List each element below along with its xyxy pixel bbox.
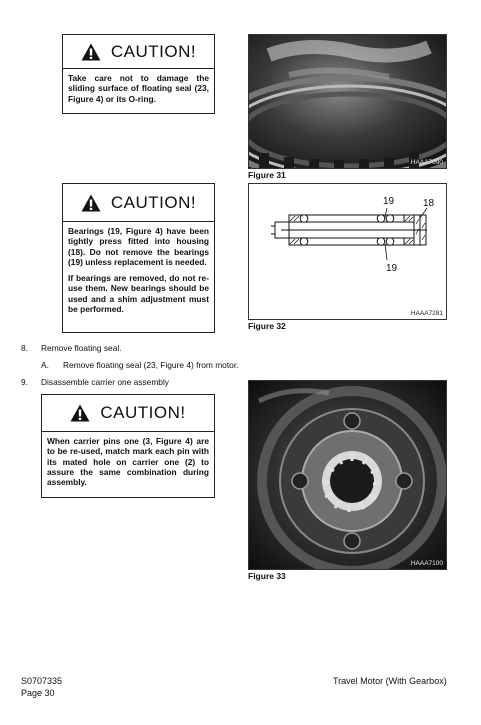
figure-31-tag: HAAA7090: [410, 159, 443, 166]
step-number: 8.: [21, 343, 28, 353]
figure-32-caption: Figure 32: [248, 321, 286, 331]
caution-box-1: [62, 34, 215, 114]
caution-paragraph: Bearings (19, Figure 4) have been tightly press fitted into housing (18). Do not remove the bearings (19) unless replacement is needed.: [68, 226, 209, 267]
step-number: A.: [41, 360, 49, 370]
caution-paragraph: Take care not to damage the sliding surface of floating seal (23, Figure 4) or its O-ring.: [68, 73, 209, 104]
step-8: [21, 343, 321, 355]
caution-title: CAUTION!: [100, 403, 186, 422]
callout-19-bottom: 19: [386, 263, 398, 274]
step-number: 9.: [21, 377, 28, 387]
figure-33-caption: Figure 33: [248, 571, 286, 581]
caution-paragraph: When carrier pins one (3, Figure 4) are to be re-used, match mark each pin with its mated hole on carrier one (2) to assure the same combination during assembly.: [47, 436, 209, 487]
figure-32-tag: HAAA7281: [410, 310, 443, 317]
warning-triangle-icon: [70, 404, 90, 422]
footer-page-number: Page 30: [21, 688, 55, 698]
figure-31-photo: [248, 34, 447, 169]
callout-19-top: 19: [383, 196, 395, 207]
figure-31-caption: Figure 31: [248, 170, 286, 180]
warning-triangle-icon: [81, 194, 101, 212]
caution-box-3: [41, 394, 215, 498]
caution-paragraph: If bearings are removed, do not re-use them. New bearings should be used and a shim adjustment must be performed.: [68, 273, 209, 314]
step-text: Remove floating seal.: [41, 343, 122, 353]
footer-section-title: Travel Motor (With Gearbox): [333, 676, 447, 686]
footer-doc-number: S0707335: [21, 676, 63, 686]
caution-title: CAUTION!: [110, 192, 197, 212]
caution-text: [42, 432, 214, 491]
caution-title: CAUTION!: [110, 41, 197, 61]
carrier-assembly-photo: [249, 381, 446, 569]
figure-32-drawing: [248, 183, 447, 320]
step-8a: [41, 360, 341, 372]
step-text: Disassemble carrier one assembly: [41, 377, 169, 387]
warning-triangle-icon: [81, 43, 101, 61]
bearing-cross-section-diagram: [249, 184, 446, 319]
caution-header: [63, 184, 214, 222]
step-text: Remove floating seal (23, Figure 4) from motor.: [63, 360, 239, 370]
floating-seal-photo: [249, 35, 446, 168]
caution-header: [63, 35, 214, 69]
caution-text: [63, 69, 214, 108]
caution-header: [42, 395, 214, 432]
callout-18: 18: [423, 198, 435, 209]
figure-33-tag: HAAA7100: [410, 560, 443, 567]
caution-text: [63, 222, 214, 318]
caution-box-2: [62, 183, 215, 333]
figure-33-photo: [248, 380, 447, 570]
